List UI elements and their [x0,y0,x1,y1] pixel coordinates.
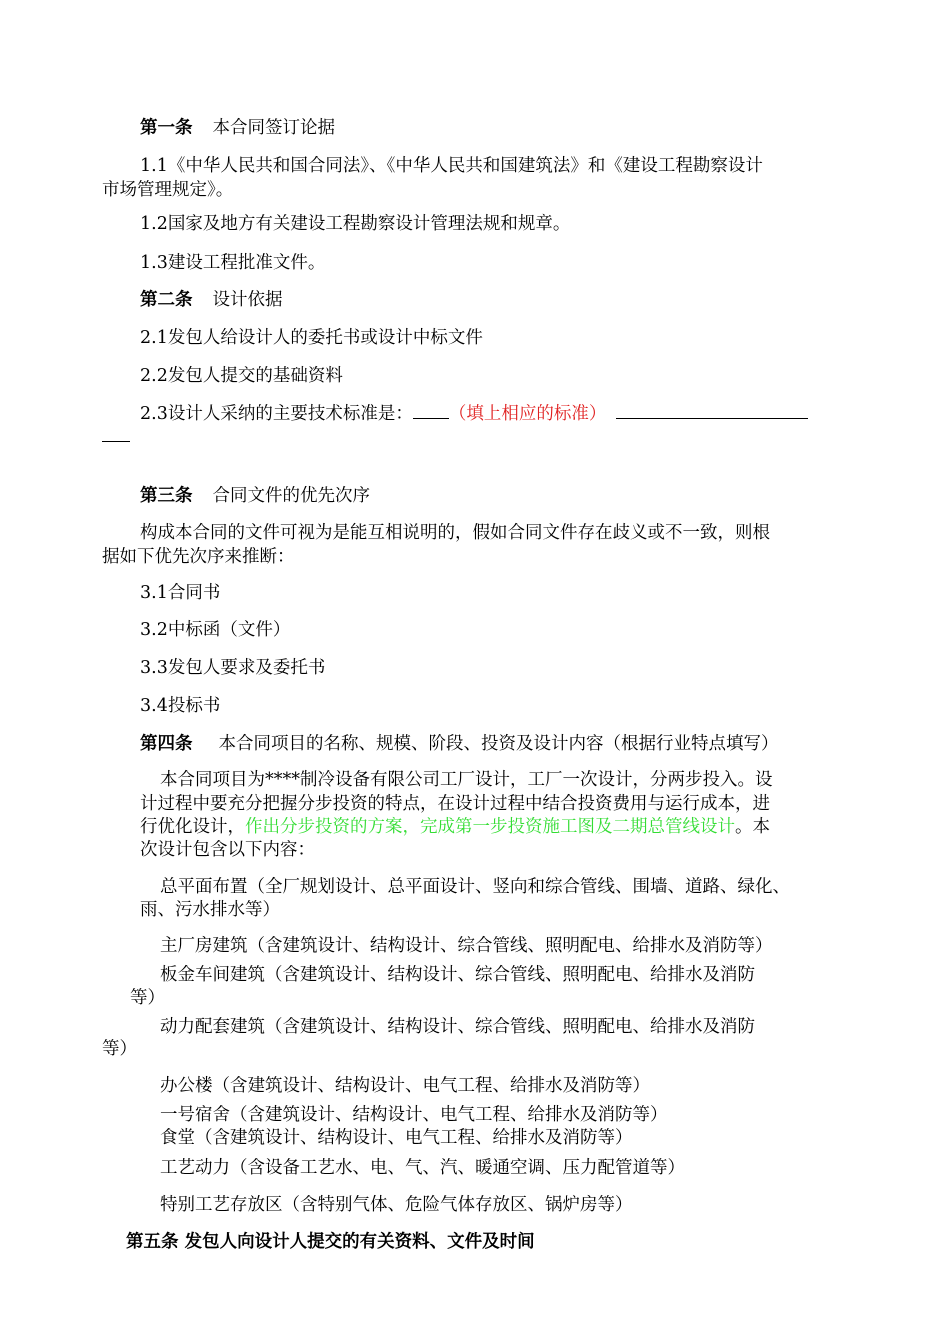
design-item-line: 动力配套建筑（含建筑设计、结构设计、综合管线、照明配电、给排水及消防 [160,1017,755,1037]
article1-heading: 本合同签订论据 [212,118,335,138]
design-item-line: 主厂房建筑（含建筑设计、结构设计、综合管线、照明配电、给排水及消防等） [160,936,773,956]
design-item-line: 办公楼（含建筑设计、结构设计、电气工程、给排水及消防等） [160,1076,650,1096]
design-item-line: 雨、污水排水等） [140,900,280,920]
highlighted-text: 作出分步投资的方案，完成第一步投资施工图及二期总管线设计 [245,817,735,837]
priority-item: 3.4投标书 [140,696,221,716]
article1-heading-line [140,116,335,140]
clause-1-3: 1.3建设工程批准文件。 [140,253,326,273]
design-item-line: 总平面布置（全厂规划设计、总平面设计、竖向和综合管线、围墙、道路、绿化、 [160,877,790,897]
article1-title: 第一条 [140,118,193,138]
clause-1-1-line1: 1.1《中华人民共和国合同法》、《中华人民共和国建筑法》和《建设工程勘察设计 [140,156,763,176]
article3-title: 第三条 [140,486,193,506]
article4-title: 第四条 [140,734,193,754]
design-item-line: 板金车间建筑（含建筑设计、结构设计、综合管线、照明配电、给排水及消防 [160,965,755,985]
fill-in-standard-hint: （填上相应的标准） [448,404,607,424]
article4-body-line3 [140,815,770,839]
article4-body-line1: 本合同项目为****制冷设备有限公司工厂设计，工厂一次设计，分两步投入。设 [160,770,773,790]
clause-2-3-prefix: 2.3设计人采纳的主要技术标准是： [140,404,413,424]
blank-underline [413,402,449,419]
article4-heading-line [140,732,779,756]
design-item-line: 工艺动力（含设备工艺水、电、气、汽、暖通空调、压力配管道等） [160,1158,685,1178]
article4-heading: 本合同项目的名称、规模、阶段、投资及设计内容（根据行业特点填写） [218,734,779,754]
clause-1-2: 1.2国家及地方有关建设工程勘察设计管理法规和规章。 [140,214,571,234]
article4-body-line3-suffix: 。本 [735,817,770,837]
article4-body-line4: 次设计包含以下内容： [140,840,315,860]
clause-2-3 [140,402,808,426]
article2-title: 第二条 [140,290,193,310]
design-item-line: 食堂（含建筑设计、结构设计、电气工程、给排水及消防等） [160,1128,633,1148]
blank-underline [616,402,808,419]
article4-body-line2: 计过程中要充分把握分步投资的特点，在设计过程中结合投资费用与运行成本，进 [140,794,770,814]
article5-heading: 第五条 发包人向设计人提交的有关资料、文件及时间 [126,1232,535,1252]
article4-body-line3-prefix: 行优化设计， [140,817,245,837]
article3-heading-line [140,484,370,508]
clause-2-2: 2.2发包人提交的基础资料 [140,366,343,386]
blank-underline-continued [102,441,130,442]
design-item-line: 等） [130,988,165,1008]
priority-item: 3.1合同书 [140,583,221,603]
clause-2-1: 2.1发包人给设计人的委托书或设计中标文件 [140,328,483,348]
design-item-line: 特别工艺存放区（含特别气体、危险气体存放区、锅炉房等） [160,1195,633,1215]
clause-1-1-line2: 市场管理规定》。 [102,180,234,200]
article2-heading-line [140,288,283,312]
design-item-line: 一号宿舍（含建筑设计、结构设计、电气工程、给排水及消防等） [160,1105,668,1125]
priority-item: 3.2中标函（文件） [140,620,291,640]
article2-heading: 设计依据 [212,290,283,310]
design-item-line: 等） [102,1039,137,1059]
priority-item: 3.3发包人要求及委托书 [140,658,326,678]
article3-intro-line2: 据如下优先次序来推断： [102,547,295,567]
article3-intro-line1: 构成本合同的文件可视为是能互相说明的，假如合同文件存在歧义或不一致，则根 [140,523,770,543]
article3-heading: 合同文件的优先次序 [212,486,370,506]
